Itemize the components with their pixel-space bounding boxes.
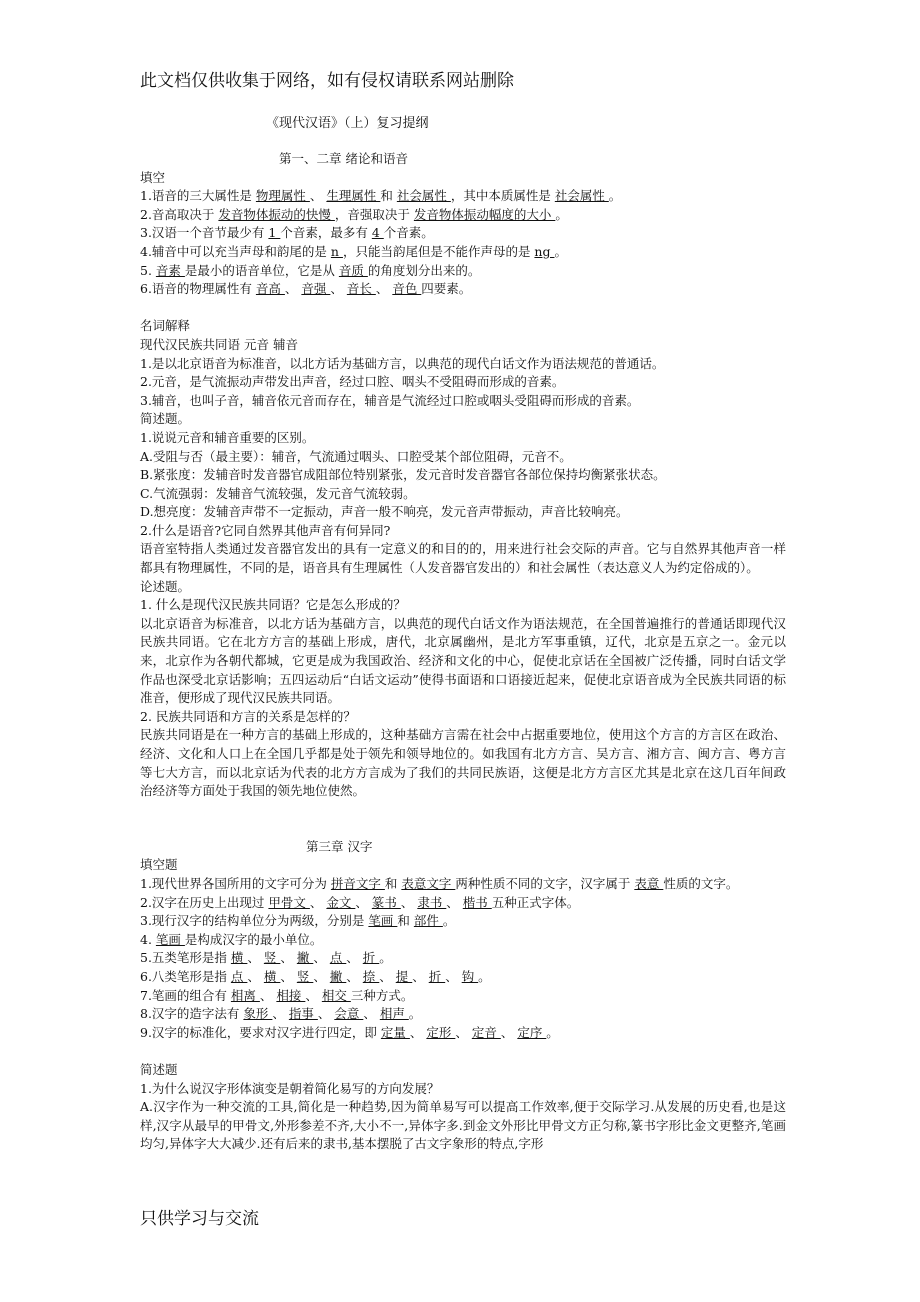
answer-blank: 发音物体振动幅度的大小 [413,206,556,222]
answer-blank: 音高 [255,281,285,297]
question-text: 、 [363,1006,380,1022]
question-text: 、 [280,968,297,984]
fill-in-title: 填空题 [140,857,178,873]
question-text: 、 [317,1006,335,1022]
answer-blank: 提 [395,968,413,984]
answer-blank: 相接 [276,987,306,1003]
question-text: 、 [247,968,264,984]
answer-blank: 1 [268,225,281,241]
question-text: ，音强取决于 [334,206,414,222]
question-text: 7.笔画的组合有 [140,987,231,1003]
question-text: 、 [313,950,330,966]
answer-blank: 音长 [346,281,376,297]
question-text: 、 [500,1024,518,1040]
short-answer-title: 简述题 [140,1061,178,1077]
page-footer: 只供学习与交流 [140,1209,259,1229]
answer-blank: 象形 [243,1006,273,1022]
question-text: 。 [478,968,491,984]
question-text: 和 [380,188,397,204]
term-item: 3.辅音，也叫子音，辅音依元音而存在，辅音是气流经过口腔或咽头受阻碍而形成的音素。 [140,392,640,408]
question-text: 。 [546,1024,559,1040]
fill-in-item [140,243,786,262]
fill-in-item [140,187,786,206]
term-list: 现代汉民族共同语 元音 辅音 [140,336,298,352]
chapter-1-2-heading: 第一、二章 绪论和语音 [279,151,408,166]
answer-blank: 4 [371,225,384,241]
question-text: 、 [409,1024,427,1040]
answer-blank: 点 [230,968,248,984]
question-text: 、 [305,987,322,1003]
question-text: 、 [379,968,396,984]
page-header: 此文档仅供收集于网络，如有侵权请联系网站删除 [140,71,514,91]
answer-blank: 横 [230,950,248,966]
term-item: 1.是以北京语音为标准音，以北方话为基础方言，以典范的现代白话文作为语法规范的普通话。 [140,355,665,371]
answer-blank: 生理属性 [326,188,381,204]
short-answer-line: A.受阻与否（最主要）：辅音，气流通过咽头、口腔受某个部位阻碍，元音不。 [140,448,572,464]
answer-blank: 篆书 [371,894,401,910]
short-answer-paragraph: 语音室特指人类通过发音器官发出的具有一定意义的和目的的，用来进行社会交际的声音。它与自然界其他声音一样都具有物理属性，不同的是，语音具有生理属性（人发音器官发出的）和社会属性（表达意义人为约定俗成的）。 [140,541,786,576]
answer-blank: 甲骨文 [268,894,310,910]
answer-blank: 撇 [296,950,314,966]
fill-in-item [140,262,786,281]
answer-blank: ng [534,243,555,259]
question-text: 、 [346,950,363,966]
question-text: 9.汉字的标准化，要求对汉字进行四定，即 [140,1024,381,1040]
question-text: ，只能当韵尾但是不能作声母的是 [342,243,535,259]
question-text: 6.语音的物理属性有 [140,281,256,297]
short-answer-paragraph: A.汉字作为一种交流的工具,简化是一种趋势,因为简单易写可以提高工作效率,便于交际学习.从发展的历史看,也是这样,汉字从最早的甲骨文,外形参差不齐,大小不一,异体字多.到金文外形比甲骨文方正匀称,篆书字形比金文更整齐,笔画均匀,异体字大大减少.还有后来的隶书,基本摆脱了古文字象形的特点,字形 [140,1099,786,1152]
short-answer-line: 1.为什么说汉字形体演变是朝着简化易写的方向发展？ [140,1080,440,1096]
question-text: 、 [280,950,297,966]
answer-blank: 表意文字 [401,875,456,891]
answer-blank: 相交 [321,987,351,1003]
fill-in-item [140,875,786,894]
answer-blank: 物理属性 [255,188,310,204]
question-text: 、 [259,987,277,1003]
question-text: 、 [375,281,393,297]
question-text: 和 [384,875,402,891]
question-text: 、 [284,281,302,297]
question-text: 、 [309,188,327,204]
fill-in-item [140,280,786,299]
question-text: 的角度划分出来的。 [367,262,481,278]
answer-blank: 部件 [413,913,443,929]
question-text: 2.汉字在历史上出现过 [140,894,269,910]
answer-blank: 社会属性 [396,188,451,204]
question-text: 、 [412,968,429,984]
answer-blank: 折 [428,968,446,984]
question-text: 、 [445,968,462,984]
answer-blank: 定序 [517,1024,547,1040]
question-text: 2.音高取决于 [140,206,219,222]
question-text: 、 [400,894,418,910]
question-text: 1.语音的三大属性是 [140,188,256,204]
answer-blank: 撇 [329,968,347,984]
answer-blank: 隶书 [417,894,447,910]
answer-blank: 金文 [326,894,356,910]
answer-blank: 指事 [288,1006,318,1022]
question-text: 、 [355,894,372,910]
answer-blank: 表意 [634,875,664,891]
short-answer-line: B.紧张度：发辅音时发音器官成阻部位特别紧张，发元音时发音器官各部位保持均衡紧张状态。 [140,467,666,483]
question-text: 、 [330,281,347,297]
question-text: 6.八类笔形是指 [140,968,231,984]
fill-in-item [140,968,786,987]
document-body [140,150,786,1154]
question-text: 两种性质不同的文字，汉字属于 [455,875,635,891]
answer-blank: 钩 [461,968,479,984]
answer-blank: 相声 [379,1006,409,1022]
fill-in-list-1 [140,187,786,299]
term-explanation-title: 名词解释 [140,318,191,334]
answer-blank: 横 [263,968,281,984]
answer-blank: n [330,243,343,259]
fill-in-item [140,1005,786,1024]
short-answer-line: 2.什么是语音?它同自然界其他声音有何异同? [140,522,391,538]
short-answer-line: D.想亮度：发辅音声带不一定振动，声音一般不响亮，发元音声带振动，声音比较响亮。 [140,504,629,520]
essay-paragraph: 以北京语音为标准音，以北方话为基础方言，以典范的现代白话文作为语法规范，在全国普遍推行的普通话即现代汉民族共同语。它在北方方言的基础上形成，唐代，北京属幽州，是北方军事重镇，辽代，北京是五京之一。金元以来，北京作为各朝代都城，它更是成为我国政治、经济和文化的中心，促使北京话在全国被广泛传播，同时白话文学作品也深受北京话影响；五四运动后“白话文运动”使得书面语和口语接近起来，促使北京语音成为全民族共同语的标准音，便形成了现代汉民族共同语。 [140,615,786,706]
question-text: 、 [313,968,330,984]
question-text: 1.现代世界各国所用的文字可分为 [140,875,331,891]
question-text: 5. [140,262,156,278]
question-text: 。 [555,206,568,222]
question-text: 5.五类笔形是指 [140,950,231,966]
answer-blank: 笔画 [155,931,185,947]
question-text: 4.辅音中可以充当声母和韵尾的是 [140,243,331,259]
question-text: 、 [272,1006,289,1022]
question-text: 个音素。 [383,225,434,241]
answer-blank: 竖 [296,968,314,984]
answer-blank: 相离 [230,987,260,1003]
short-answer-title: 简述题。 [140,411,191,427]
answer-blank: 音素 [155,262,185,278]
answer-blank: 笔画 [368,913,398,929]
fill-in-item [140,224,786,243]
fill-in-title: 填空 [140,169,166,185]
answer-blank: 音色 [392,281,422,297]
answer-blank: 竖 [263,950,281,966]
essay-title: 论述题。 [140,578,191,594]
question-text: 五种正式字体。 [491,894,580,910]
question-text: 、 [455,1024,472,1040]
question-text: 性质的文字。 [663,875,739,891]
answer-blank: 音强 [301,281,331,297]
fill-in-item [140,1024,786,1043]
question-text: 四要素。 [421,281,472,297]
answer-blank: 音质 [338,262,368,278]
essay-question: 1. 什么是现代汉民族共同语？它是怎么形成的？ [140,597,406,613]
question-text: 3.汉语一个音节最少有 [140,225,269,241]
fill-in-item [140,987,786,1006]
question-text: ，其中本质属性是 [450,188,555,204]
answer-blank: 捺 [362,968,380,984]
fill-in-item [140,949,786,968]
answer-blank: 拼音文字 [330,875,385,891]
essay-question: 2. 民族共同语和方言的关系是怎样的？ [140,708,356,724]
question-text: 、 [446,894,463,910]
answer-blank: 定形 [426,1024,456,1040]
answer-blank: 社会属性 [554,188,609,204]
question-text: 、 [309,894,327,910]
question-text: 、 [346,968,363,984]
question-text: 。 [442,913,456,929]
answer-blank: 折 [362,950,380,966]
answer-blank: 定音 [471,1024,501,1040]
answer-blank: 发音物体振动的快慢 [218,206,335,222]
fill-in-item [140,912,786,931]
short-answer-line: 1.说说元音和辅音重要的区别。 [140,429,315,445]
fill-in-item [140,931,786,950]
answer-blank: 定量 [380,1024,410,1040]
question-text: 。 [554,243,567,259]
question-text: 3.现行汉字的结构单位分为两级，分别是 [140,913,369,929]
fill-in-item [140,894,786,913]
question-text: 。 [379,950,392,966]
document-title: 《现代汉语》（上）复习提纲 [266,116,429,131]
answer-blank: 点 [329,950,347,966]
essay-paragraph: 民族共同语是在一种方言的基础上形成的，这种基础方言需在社会中占据重要地位，使用这个方言的方言区在政治、经济、文化和人口上在全国几乎都是处于领先和领导地位的。如我国有北方方言、吴方言、湘方言、闽方言、粤方言等七大方言，而以北京话为代表的北方方言成为了我们的共同民族语，这便是北方方言区尤其是北京在这几百年间政治经济等方面处于我国的领先地位使然。 [140,727,786,799]
fill-in-item [140,206,786,225]
answer-blank: 会意 [334,1006,364,1022]
question-text: 和 [397,913,414,929]
question-text: 8.汉字的造字法有 [140,1006,244,1022]
question-text: 三种方式。 [350,987,414,1003]
chapter-3-heading: 第三章 汉字 [306,838,373,854]
question-text: 个音素，最多有 [280,225,372,241]
term-item: 2.元音，是气流振动声带发出声音，经过口腔、咽头不受阻碍而形成的音素。 [140,374,565,390]
question-text: 。 [608,188,622,204]
question-text: 4. [140,931,156,947]
question-text: 、 [247,950,264,966]
fill-in-list-2 [140,875,786,1042]
question-text: 是构成汉字的最小单位。 [184,931,323,947]
question-text: 是最小的语音单位，它是从 [184,262,339,278]
question-text: 。 [408,1006,422,1022]
answer-blank: 楷书 [462,894,492,910]
short-answer-line: C.气流强弱：发辅音气流较强，发元音气流较弱。 [140,485,416,501]
